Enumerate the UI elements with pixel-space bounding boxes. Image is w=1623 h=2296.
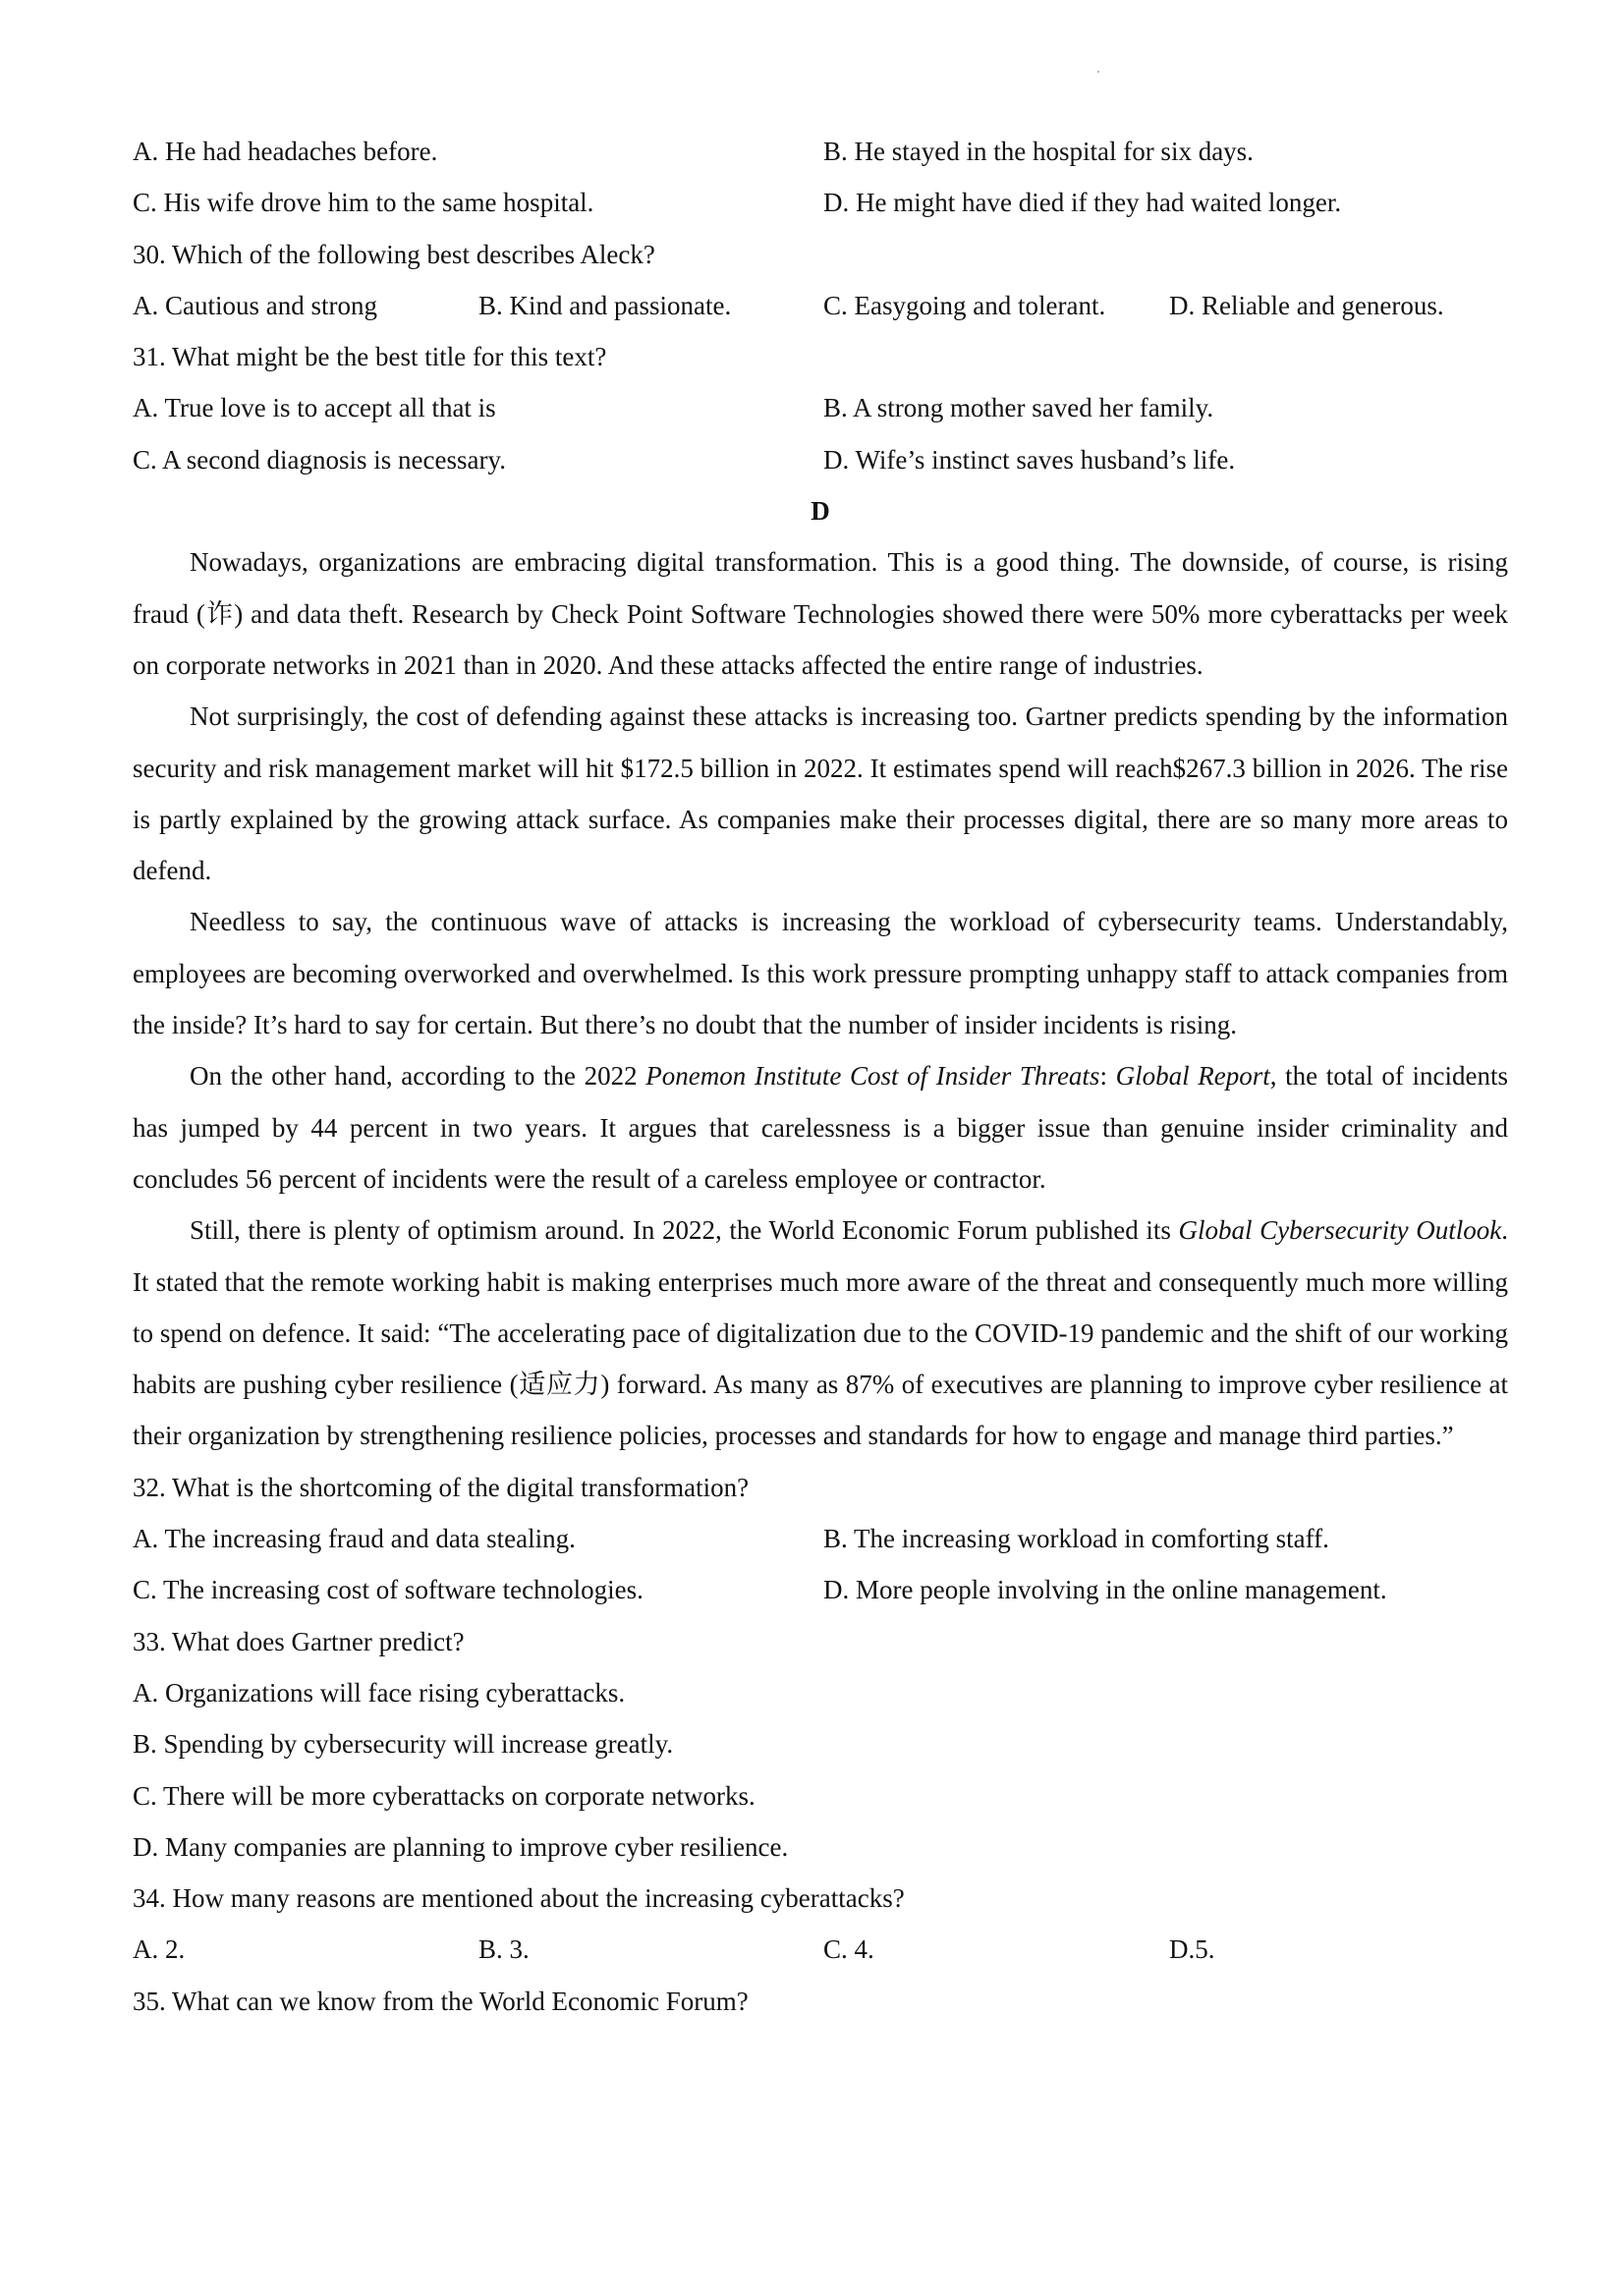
q29-option-a: A. He had headaches before. (133, 137, 438, 166)
q29-option-b: B. He stayed in the hospital for six days. (823, 137, 1254, 166)
passage-paragraph-1: Nowadays, organizations are embracing digital transformation. This is a good thing. The downside, of course, is rising fraud (诈) and data theft. Research by Check Point Software Technologies showed there were 50% more cyberattacks per week on corporate networks in 2021 than in 2020. And these attacks affected the entire range of industries. (133, 547, 1508, 680)
q34-options (133, 1924, 1508, 1975)
q30-option-d: D. Reliable and generous. (1169, 290, 1444, 320)
p4-text-post: , the total of incidents has jumped by 44 percent in two years. It argues that carelessness is a bigger issue than genuine insider criminality and concludes 56 percent of incidents were the result of a careless employee or contractor. (133, 1061, 1508, 1194)
q30-option-a: A. Cautious and strong (133, 290, 377, 320)
q30-options (133, 280, 1508, 331)
q31-option-a: A. True love is to accept all that is (133, 393, 496, 423)
passage-paragraph-4 (133, 1050, 1508, 1204)
scan-speck (1097, 71, 1099, 73)
section-heading: D (811, 496, 830, 527)
q31-question: 31. What might be the best title for this text? (133, 342, 607, 372)
q30-option-c: C. Easygoing and tolerant. (823, 290, 1106, 320)
q33-option-a: A. Organizations will face rising cyberattacks. (133, 1677, 626, 1708)
q32-option-b: B. The increasing workload in comforting staff. (823, 1524, 1329, 1554)
q29-options-row2 (133, 177, 1508, 228)
q30-option-b: B. Kind and passionate. (478, 290, 732, 320)
q32-question: 32. What is the shortcoming of the digital transformation? (133, 1472, 750, 1502)
passage-paragraph-2: Not surprisingly, the cost of defending against these attacks is increasing too. Gartner predicts spending by the information security and risk management market will hit $172.5 billion in 2022. It estimates spend will reach$267.3 billion in 2026. The rise is partly explained by the growing attack surface. As companies make their processes digital, there are so many more areas to defend. (133, 701, 1508, 886)
q34-option-d: D.5. (1169, 1934, 1215, 1965)
q32-option-a: A. The increasing fraud and data stealing. (133, 1524, 576, 1554)
q33-option-c: C. There will be more cyberattacks on corporate networks. (133, 1780, 756, 1811)
q31-option-c: C. A second diagnosis is necessary. (133, 444, 506, 475)
q34-option-c: C. 4. (823, 1934, 874, 1965)
q31-options-row2 (133, 434, 1508, 485)
q35-question: 35. What can we know from the World Economic Forum? (133, 1986, 749, 2016)
q31-option-d: D. Wife’s instinct saves husband’s life. (823, 444, 1236, 475)
q34-option-a: A. 2. (133, 1934, 186, 1965)
p4-report-subtitle: Global Report (1115, 1061, 1270, 1092)
exam-page (133, 126, 1508, 2027)
q32-option-c: C. The increasing cost of software technologies. (133, 1575, 644, 1605)
p5-text-post: . It stated that the remote working habit is making enterprises much more aware of the threat and consequently much more willing to spend on defence. It said: “The accelerating pace of digitalization due to the COVID-19 pandemic and the shift of our working habits are pushing cyber resilience (适应力) forward. As many as 87% of executives are planning to improve cyber resilience at their organization by strengthening resilience policies, processes and standards for how to engage and manage third parties.” (133, 1215, 1508, 1451)
q31-options-row1 (133, 382, 1508, 433)
q29-option-c: C. His wife drove him to the same hospital. (133, 188, 594, 218)
q34-option-b: B. 3. (478, 1934, 530, 1965)
p5-outlook-title: Global Cybersecurity Outlook (1178, 1215, 1502, 1246)
q30-question: 30. Which of the following best describes Aleck? (133, 239, 655, 269)
q32-option-d: D. More people involving in the online management. (823, 1575, 1387, 1605)
p5-text-pre: Still, there is plenty of optimism around. In 2022, the World Economic Forum published its (190, 1215, 1179, 1246)
passage-paragraph-5 (133, 1204, 1508, 1461)
q31-option-b: B. A strong mother saved her family. (823, 393, 1214, 423)
p4-colon: : (1099, 1061, 1116, 1092)
passage-paragraph-3: Needless to say, the continuous wave of attacks is increasing the workload of cybersecurity teams. Understandably, employees are becoming overworked and overwhelmed. Is this work pressure prompting unhappy staff to attack companies from the inside? It’s hard to say for certain. But there’s no doubt that the number of insider incidents is rising. (133, 907, 1508, 1040)
q33-option-d: D. Many companies are planning to improve cyber resilience. (133, 1831, 789, 1862)
q29-options-row1 (133, 126, 1508, 177)
q33-option-b: B. Spending by cybersecurity will increase greatly. (133, 1729, 674, 1760)
q29-option-d: D. He might have died if they had waited longer. (823, 188, 1342, 218)
q34-question: 34. How many reasons are mentioned about the increasing cyberattacks? (133, 1883, 905, 1914)
p4-text-pre: On the other hand, according to the 2022 (190, 1061, 646, 1092)
q33-question: 33. What does Gartner predict? (133, 1626, 465, 1656)
q32-options-row2 (133, 1564, 1508, 1615)
p4-report-title: Ponemon Institute Cost of Insider Threats (645, 1061, 1100, 1092)
q32-options-row1 (133, 1513, 1508, 1564)
